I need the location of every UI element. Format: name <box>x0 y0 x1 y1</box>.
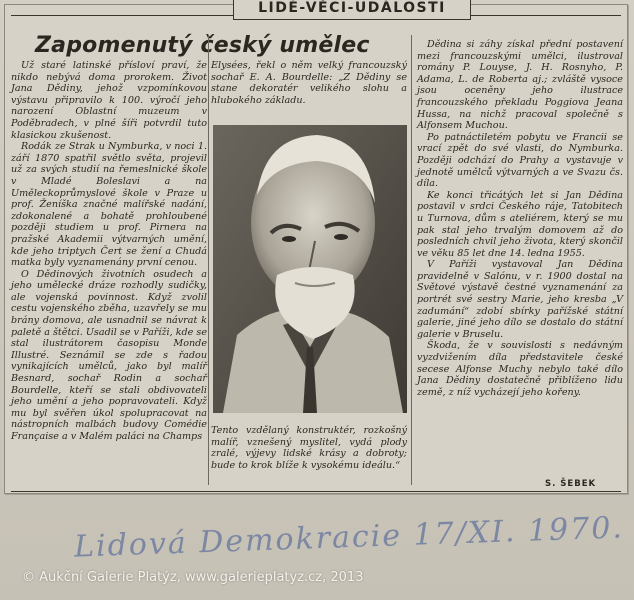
article-column-2 <box>211 60 407 106</box>
newspaper-clipping <box>4 0 628 494</box>
paragraph: Už staré latinské přísloví praví, že nikdo nebývá doma prorokem. Život Jana Dědiny, jehož vzpomínkovou výstavu připravilo k 100. výročí jeho narození Oblastní muzeum v Poděbradech, v plné šíři potvrdil tuto klasickou zkušenost. <box>11 60 207 141</box>
paragraph: Škoda, že v souvislosti s nedávným vyzdvižením díla představitele české secese Alfonse Muchy nebylo také dílo Jana Dědiny dostatečně přiblíženo lidu země, z níž vycházejí jeho kořeny. <box>417 340 623 398</box>
paragraph: Dědina si záhy získal přední postavení mezi francouzskými umělci, ilustroval romány P. Louyse, J. H. Rosnyho, P. Adama, L. de Roberta aj.; zvláště vysoce jsou oceněny jeho ilustrace francouzského překladu Poggiova Jeana Hussa, na nichž pracoval společně s Alfonsem Muchou. <box>417 39 623 132</box>
paragraph: Elysées, řekl o něm velký francouzský sochař E. A. Bourdelle: „Z Dědiny se stane dekoratér velikého slohu a hlubokého základu. <box>211 60 407 106</box>
article-column-1 <box>11 60 207 443</box>
bottom-rule <box>11 491 621 492</box>
paragraph: O Dědinových životních osudech a jeho umělecké dráze rozhodly sudičky, ale vojenská povinnost. Když zvolil cestu vojenského zběha, uzavřely se mu brány domova, ale usnadnil se návrat k paletě a štětci. Usadil se v Paříži, kde se stal ilustrátorem časopisu Monde Illustré. Seznámil se zde s řadou vynikajících umělců, jako byl malíř Besnard, sochař Rodin a sochař Bourdelle, kteří se stali obdivovateli jeho umění a jeho popravovateli. Když mu byl svěřen úkol spolupracovat na nástropních malbách budovy Comédie Française a v Malém paláci na Champs <box>11 268 207 442</box>
paragraph: Rodák ze Strak u Nymburka, v noci 1. září 1870 spatřil světlo světa, projevil už za svých studií na řemeslnické škole v Mladé Boleslavi a na Uměleckoprůmyslové škole v Praze u prof. Ženíška značné malířské nadání, zdokonalené a bohatě prohloubené později studiem u prof. Pirnera na pražské Akademii výtvarných umění, kde jeho triptych Čert se žení a Chudá matka byly vyznamenány první cenou. <box>11 141 207 269</box>
article-column-2-continued: Tento vzdělaný konstruktér, rozkošný malíř, vznešený myslitel, vydá plody zralé, výjevy lidské krásy a dobroty; bude to krok blíže k vysokému ideálu.“ <box>211 425 407 471</box>
copyright-watermark: © Aukční Galerie Platýz, www.galerieplatyz.cz, 2013 <box>22 570 364 585</box>
column-divider-1 <box>208 35 209 485</box>
column-divider-2 <box>411 35 412 485</box>
handwritten-source-note: Lidová Demokracie 17/XI. 1970. <box>73 510 625 565</box>
portrait-photo-image <box>213 125 407 413</box>
author-signature: S. ŠEBEK <box>545 479 597 489</box>
paragraph: V Paříži vystavoval Jan Dědina pravidelně v Salónu, v r. 1900 dostal na Světové výstavě čestné vyznamenání za portrét své sestry Marie, jeho kresba „V zadumání“ zdobí sbírky pařížské státní galerie, jiné jeho dílo se dostalo do státní galerie v Bruselu. <box>417 259 623 340</box>
article-column-3 <box>417 39 623 398</box>
paragraph: Ke konci třicátých let si Jan Dědina postavil v srdci Českého ráje, Tatobitech u Turnova, dům s ateliérem, který se mu pak stal jeho trvalým domovem až do posledních chvil jeho života, který skončil ve věku 85 let dne 14. ledna 1955. <box>417 189 623 259</box>
paragraph: Po patnáctiletém pobytu ve Francii se vrací zpět do své vlasti, do Nymburka. Později odchází do Prahy a vystavuje v jednotě umělců výtvarných a ve Svazu čs. díla. <box>417 131 623 190</box>
portrait-photo <box>213 125 407 413</box>
section-rubric: LIDÉ-VĚCI-UDÁLOSTI <box>233 0 471 20</box>
article-headline: Zapomenutý český umělec <box>35 33 370 58</box>
